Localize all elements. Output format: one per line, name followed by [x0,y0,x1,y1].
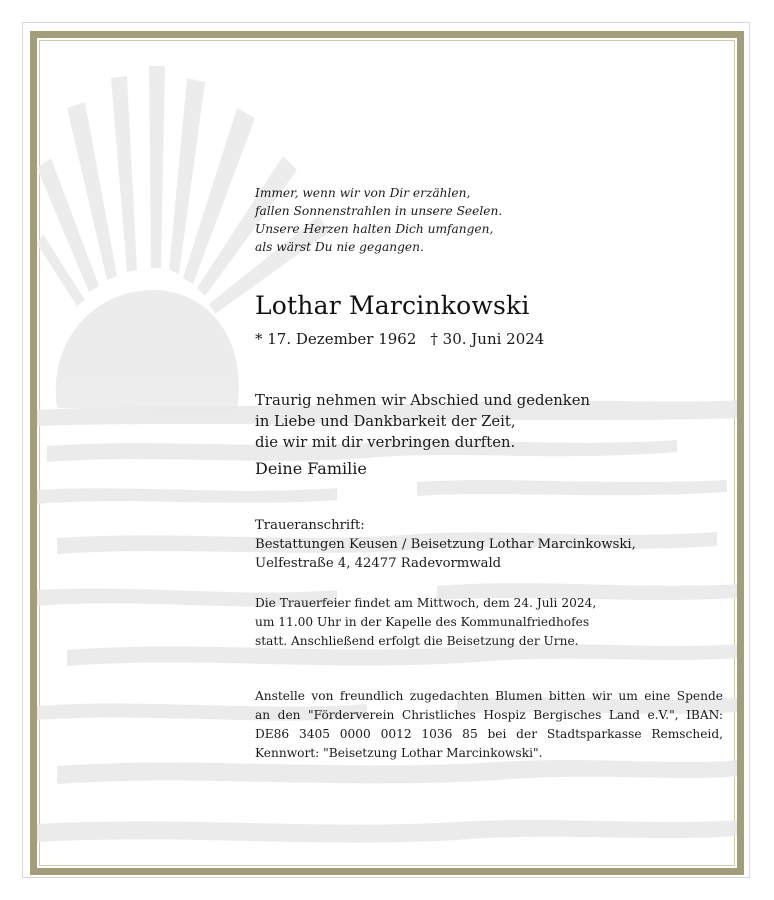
memorial-verse [255,184,502,256]
donation-line: Kennwort: "Beisetzung Lothar Marcinkowski". [255,746,543,760]
verse-line: fallen Sonnenstrahlen in unsere Seelen. [255,204,503,218]
ceremony-line: statt. Anschließend erfolgt die Beisetzung der Urne. [255,634,579,648]
donation-request [255,687,723,763]
address-line: Traueranschrift: [255,518,365,533]
farewell-line: in Liebe und Dankbarkeit der Zeit, [255,413,516,430]
verse-line: Immer, wenn wir von Dir erzählen, [255,186,471,200]
ceremony-line: Die Trauerfeier findet am Mittwoch, dem 24. Juli 2024, [255,596,597,610]
donation-line: Anstelle von freundlich zugedachten Blumen bitten wir um eine Spende [255,689,723,703]
donation-line: DE86 3405 0000 0012 1036 85 bei der Stadtsparkasse Remscheid, [255,727,723,741]
birth-date: * 17. Dezember 1962 [255,330,417,348]
death-date: † 30. Juni 2024 [430,330,545,348]
address-line: Bestattungen Keusen / Beisetzung Lothar Marcinkowski, [255,537,636,552]
address-line: Uelfestraße 4, 42477 Radevormwald [255,556,502,571]
family-signature: Deine Familie [255,459,367,478]
ceremony-info [255,594,596,651]
ceremony-line: um 11.00 Uhr in der Kapelle des Kommunalfriedhofes [255,615,590,629]
verse-line: als wärst Du nie gegangen. [255,240,424,254]
farewell-line: Traurig nehmen wir Abschied und gedenken [255,392,590,409]
verse-line: Unsere Herzen halten Dich umfangen, [255,222,494,236]
donation-line: an den "Förderverein Christliches Hospiz Bergisches Land e.V.", IBAN: [255,708,723,722]
farewell-text [255,390,590,453]
farewell-line: die wir mit dir verbringen durften. [255,434,516,451]
life-dates [255,329,544,349]
deceased-name: Lothar Marcinkowski [255,291,530,320]
notice-frame [30,31,744,875]
mourning-address [255,516,636,573]
